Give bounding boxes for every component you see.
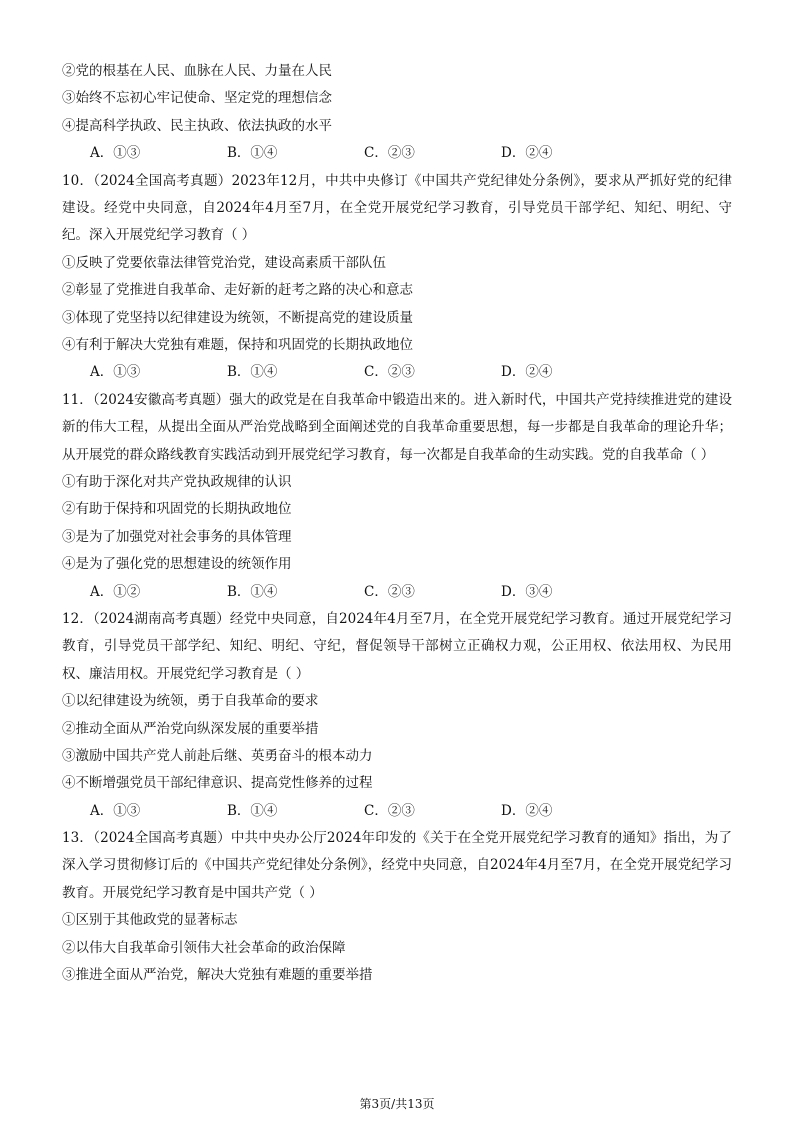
option-line: ④有利于解决大党独有难题，保持和巩固党的长期执政地位 [62, 336, 413, 353]
option-line: ①反映了党要依靠法律管党治党，建设高素质干部队伍 [62, 254, 386, 271]
continued-question [62, 58, 732, 168]
choice-d: D．③④ [501, 583, 553, 600]
answer-choices [62, 359, 732, 386]
option-line: ②以伟大自我革命引领伟大社会革命的政治保障 [62, 939, 346, 956]
choice-c: C．②③ [364, 583, 415, 600]
option-line: ③体现了党坚持以纪律建设为统领，不断提高党的建设质量 [62, 309, 413, 326]
choice-a: A．①③ [90, 145, 141, 162]
exam-page [62, 58, 732, 989]
option-line: ②有助于保持和巩固党的长期执政地位 [62, 501, 292, 518]
option-line: ①以纪律建设为统领，勇于自我革命的要求 [62, 693, 319, 710]
choice-c: C．②③ [364, 145, 415, 162]
option-line: ③是为了加强党对社会事务的具体管理 [62, 528, 292, 545]
option-line: ③推进全面从严治党，解决大党独有难题的重要举措 [62, 967, 373, 984]
question-10 [62, 168, 732, 387]
answer-choices [62, 140, 732, 167]
page-number: 第3页/共13页 [359, 1097, 435, 1111]
choice-d: D．②④ [501, 145, 553, 162]
option-line: ③始终不忘初心牢记使命、坚定党的理想信念 [62, 90, 332, 107]
question-stem: 13．（2024全国高考真题）中共中央办公厅2024年印发的《关于在全党开展党纪学习教育的通知》指出，为了深入学习贯彻修订后的《中国共产党纪律处分条例》，经党中央同意，自2024年4月至7月，在全党开展党纪学习教育。开展党纪学习教育是中国共产党（ ） [62, 830, 732, 901]
option-line: ④不断增强党员干部纪律意识、提高党性修养的过程 [62, 775, 373, 792]
option-line: ③激励中国共产党人前赴后继、英勇奋斗的根本动力 [62, 747, 373, 764]
choice-a: A．①② [90, 583, 141, 600]
question-12 [62, 606, 732, 825]
choice-a: A．①③ [90, 364, 141, 381]
choice-d: D．②④ [501, 802, 553, 819]
choice-b: B．①④ [227, 802, 278, 819]
option-line: ④提高科学执政、民主执政、依法执政的水平 [62, 117, 332, 134]
option-line: ②推动全面从严治党向纵深发展的重要举措 [62, 720, 319, 737]
answer-choices [62, 798, 732, 825]
question-stem: 11．（2024安徽高考真题）强大的政党是在自我革命中锻造出来的。进入新时代，中国共产党持续推进党的建设新的伟大工程，从提出全面从严治党战略到全面阐述党的自我革命重要思想，每一步都是自我革命的理论升华；从开展党的群众路线教育实践活动到开展党纪学习教育，每一次都是自我革命的生动实践。党的自我革命（ ） [62, 391, 732, 463]
choice-c: C．②③ [364, 802, 415, 819]
option-line: ①区别于其他政党的显著标志 [62, 912, 238, 929]
choice-b: B．①④ [227, 583, 278, 600]
choice-c: C．②③ [364, 364, 415, 381]
choice-a: A．①③ [90, 802, 141, 819]
answer-choices [62, 579, 732, 606]
option-line: ④是为了强化党的思想建设的统领作用 [62, 556, 292, 573]
question-stem: 10．（2024全国高考真题）2023年12月，中共中央修订《中国共产党纪律处分条例》，要求从严抓好党的纪律建设。经党中央同意，自2024年4月至7月，在全党开展党纪学习教育，引导党员干部学纪、知纪、明纪、守纪。深入开展党纪学习教育（ ） [62, 172, 732, 244]
question-11 [62, 387, 732, 606]
question-13 [62, 825, 732, 989]
option-line: ②彰显了党推进自我革命、走好新的赶考之路的决心和意志 [62, 282, 413, 299]
choice-b: B．①④ [227, 145, 278, 162]
option-line: ①有助于深化对共产党执政规律的认识 [62, 473, 292, 490]
question-stem: 12．（2024湖南高考真题）经党中央同意，自2024年4月至7月，在全党开展党纪学习教育。通过开展党纪学习教育，引导党员干部学纪、知纪、明纪、守纪，督促领导干部树立正确权力观，公正用权、依法用权、为民用权、廉洁用权。开展党纪学习教育是（ ） [62, 610, 732, 682]
choice-d: D．②④ [501, 364, 553, 381]
option-line: ②党的根基在人民、血脉在人民、力量在人民 [62, 63, 332, 79]
choice-b: B．①④ [227, 364, 278, 381]
